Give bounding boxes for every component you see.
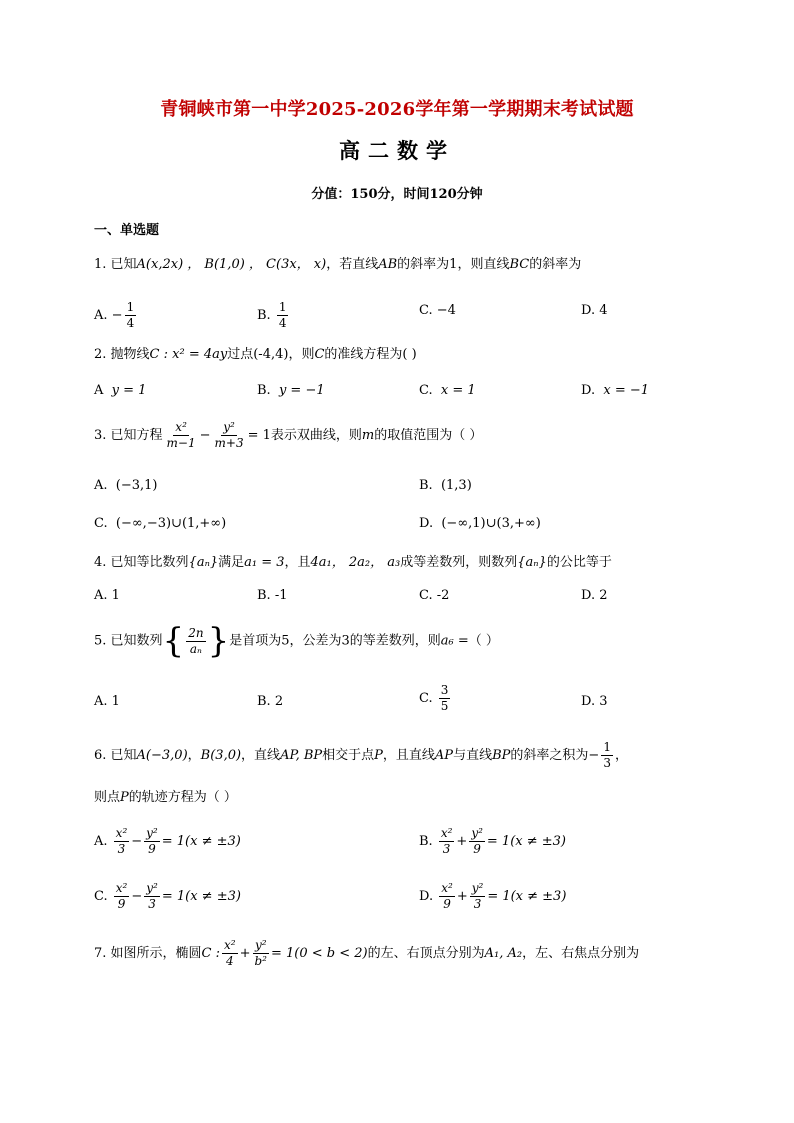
q2-option-a[interactable]: A y = 1 <box>94 383 147 398</box>
q1-option-a[interactable]: A. − $\frac{1}{4}$ <box>94 300 135 330</box>
q2-option-c[interactable]: C. x = 1 <box>419 383 476 398</box>
exam-meta: 分值：150分，时间120分钟 <box>311 187 483 202</box>
question-5: 5. 已知数列{ $\frac{2n}{\text{aₙ}}$ }是首项为5，公差为3的等差数列，则a₆ =（ ） <box>94 621 499 661</box>
exam-subject: 高二数学 <box>339 138 455 163</box>
question-4: 4. 已知等比数列{aₙ}满足a₁ = 3，且4a₁， 2a₂， a₃成等差数列，则数列{aₙ}的公比等于 <box>94 555 612 570</box>
q5-option-c[interactable]: C. $\frac{3}{5}$ <box>419 683 449 713</box>
q6-option-d[interactable]: D. $\frac{\text{x²}}{9}$ + $\frac{\text{y²}}{3}$ = 1(x ≠ ±3) <box>419 881 567 911</box>
q4-option-d[interactable]: D. 2 <box>581 588 608 603</box>
section-heading: 一、单选题 <box>94 223 160 238</box>
q3-option-b[interactable]: B. (1,3) <box>419 478 472 493</box>
question-2: 2. 抛物线C : x² = 4ay过点(-4,4)，则C的准线方程为( ) <box>94 347 417 362</box>
q3-option-a[interactable]: A. (−3,1) <box>94 478 158 493</box>
q2-option-b[interactable]: B. y = −1 <box>257 383 325 398</box>
question-1: 1. 已知A(x,2x) ， B(1,0) ， C(3x， x)，若直线AB的斜率为1，则直线BC的斜率为 <box>94 257 582 272</box>
q5-option-b[interactable]: B. 2 <box>257 694 284 709</box>
q6-option-b[interactable]: B. $\frac{\text{x²}}{3}$ + $\frac{\text{y²}}{9}$ = 1(x ≠ ±3) <box>419 826 566 856</box>
q1-option-c[interactable]: C. −4 <box>419 303 456 318</box>
q6-option-c[interactable]: C. $\frac{\text{x²}}{9}$ − $\frac{\text{y²}}{3}$ = 1(x ≠ ±3) <box>94 881 241 911</box>
q3-option-d[interactable]: D. (−∞,1)∪(3,+∞) <box>419 516 541 531</box>
exam-title: 青铜峡市第一中学2025-2026学年第一学期期末考试试题 <box>160 99 634 120</box>
q6-option-a[interactable]: A. $\frac{\text{x²}}{3}$ − $\frac{\text{y²}}{9}$ = 1(x ≠ ±3) <box>94 826 241 856</box>
question-3: 3. 已知方程 $\frac{\text{x²}}{m-1}$ − $\frac{\text{y²}}{m+3}$ = 1表示双曲线，则m的取值范围为（ ） <box>94 420 483 450</box>
q1-option-d[interactable]: D. 4 <box>581 303 608 318</box>
q4-option-a[interactable]: A. 1 <box>94 588 120 603</box>
question-6-line-2: 则点P的轨迹方程为（ ） <box>94 790 237 805</box>
q4-option-b[interactable]: B. -1 <box>257 588 288 603</box>
q3-option-c[interactable]: C. (−∞,−3)∪(1,+∞) <box>94 516 227 531</box>
q1-option-b[interactable]: B. $\frac{1}{4}$ <box>257 300 287 330</box>
q5-option-d[interactable]: D. 3 <box>581 694 608 709</box>
q5-option-a[interactable]: A. 1 <box>94 694 120 709</box>
q2-option-d[interactable]: D. x = −1 <box>581 383 650 398</box>
question-6: 6. 已知A(−3,0)，B(3,0)，直线AP, BP相交于点P，且直线AP与直线BP的斜率之积为− $\frac{1}{3}$ ， <box>94 740 628 770</box>
q4-option-c[interactable]: C. -2 <box>419 588 450 603</box>
question-7: 7. 如图所示，椭圆C : $\frac{\text{x²}}{4}$ + $\frac{\text{y²}}{\text{b²}}$ = 1(0 < b < 2)的左、右顶点分别为A₁, A₂，左、右焦点分别为 <box>94 938 640 968</box>
